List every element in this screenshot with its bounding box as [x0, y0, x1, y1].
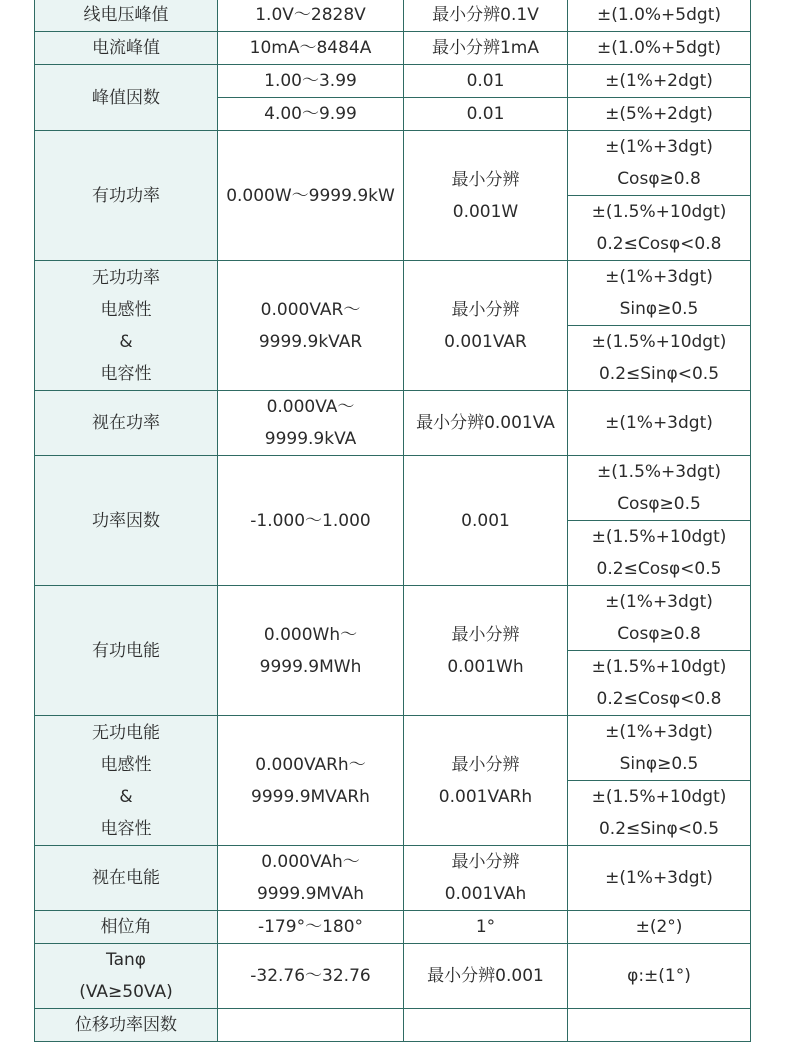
param-cell [35, 32, 218, 65]
accuracy-cell-line: ±(1.5%+10dgt) [591, 202, 727, 222]
accuracy-cell-line: ±(1.5%+10dgt) [591, 657, 727, 677]
accuracy-cell [568, 261, 751, 326]
param-cell-line: 电感性 [100, 299, 152, 320]
range-cell [218, 1009, 404, 1042]
param-cell-line: 电感性 [100, 754, 152, 775]
accuracy-cell-line: ±(1.5%+10dgt) [591, 787, 727, 807]
range-cell [218, 944, 404, 1009]
param-cell [35, 586, 218, 716]
table-row [35, 131, 751, 196]
accuracy-cell-line: Sinφ≥0.5 [619, 299, 699, 319]
param-cell-line: 电流峰值 [92, 38, 160, 58]
accuracy-cell-line: ±(1.0%+5dgt) [596, 38, 721, 58]
accuracy-cell-line: 0.2≤Sinφ<0.5 [598, 364, 720, 384]
param-cell-line: 相位角 [100, 917, 152, 937]
resolution-cell [404, 456, 568, 586]
accuracy-cell-line: Sinφ≥0.5 [619, 754, 699, 774]
accuracy-cell [568, 1009, 751, 1042]
table-row [35, 65, 751, 98]
resolution-cell [404, 131, 568, 261]
param-cell-line: 功率因数 [92, 510, 160, 531]
resolution-cell [404, 911, 568, 944]
accuracy-cell-line: Cosφ≥0.5 [617, 494, 701, 514]
resolution-cell-line: 最小分辨 [451, 624, 520, 645]
range-cell [218, 716, 404, 846]
accuracy-cell-line: 0.2≤Cosφ<0.5 [596, 559, 722, 579]
range-cell-line: 0.000W～9999.9kW [226, 185, 395, 206]
param-cell [35, 944, 218, 1009]
param-cell-line: 线电压峰值 [83, 5, 169, 25]
accuracy-cell [568, 196, 751, 261]
accuracy-cell [568, 391, 751, 456]
resolution-cell [404, 944, 568, 1009]
accuracy-cell-line: ±(1%+2dgt) [605, 71, 713, 91]
resolution-cell [404, 98, 568, 131]
table-row [35, 716, 751, 781]
accuracy-cell-line: 0.2≤Sinφ<0.5 [598, 819, 720, 839]
param-cell-line: 视在电能 [92, 868, 160, 888]
resolution-cell [404, 65, 568, 98]
resolution-cell [404, 1009, 568, 1042]
param-cell [35, 261, 218, 391]
param-cell-line: 视在功率 [92, 413, 160, 433]
accuracy-cell [568, 716, 751, 781]
param-cell-line: & [119, 786, 133, 807]
param-cell [35, 911, 218, 944]
accuracy-cell [568, 32, 751, 65]
accuracy-cell-line: ±(1%+3dgt) [605, 137, 713, 157]
range-cell-line: 9999.9kVA [264, 429, 357, 449]
accuracy-cell-line: ±(1.5%+10dgt) [591, 332, 727, 352]
table-row [35, 0, 751, 32]
range-cell [218, 131, 404, 261]
param-cell [35, 0, 218, 32]
resolution-cell-line: 最小分辨0.1V [432, 5, 539, 25]
accuracy-cell-line: Cosφ≥0.8 [617, 169, 701, 189]
resolution-cell-line: 最小分辨 [451, 754, 520, 775]
resolution-cell-line: 1° [475, 917, 496, 937]
range-cell [218, 98, 404, 131]
range-cell [218, 0, 404, 32]
range-cell-line: 0.000Wh～ [263, 624, 358, 645]
param-cell-line: 电容性 [100, 363, 152, 384]
param-cell [35, 456, 218, 586]
range-cell [218, 846, 404, 911]
accuracy-cell [568, 586, 751, 651]
resolution-cell-line: 最小分辨 [451, 169, 520, 190]
table-row [35, 586, 751, 651]
table-row [35, 911, 751, 944]
param-cell-line: & [119, 331, 133, 352]
accuracy-cell [568, 911, 751, 944]
accuracy-cell-line: ±(1%+3dgt) [605, 722, 713, 742]
param-cell [35, 131, 218, 261]
range-cell [218, 65, 404, 98]
table-row [35, 944, 751, 1009]
accuracy-cell [568, 521, 751, 586]
range-cell [218, 586, 404, 716]
accuracy-cell [568, 456, 751, 521]
range-cell-line: 9999.9MVAh [256, 884, 365, 904]
accuracy-cell-line: 0.2≤Cosφ<0.8 [596, 689, 722, 709]
param-cell [35, 391, 218, 456]
range-cell-line: 9999.9MWh [259, 656, 362, 677]
accuracy-cell [568, 98, 751, 131]
accuracy-cell-line: ±(1%+3dgt) [605, 267, 713, 287]
table-row [35, 261, 751, 326]
table-row [35, 846, 751, 911]
range-cell-line: 0.000VAh～ [261, 852, 360, 872]
range-cell [218, 391, 404, 456]
resolution-cell-line: 最小分辨0.001 [427, 966, 544, 986]
resolution-cell-line: 0.001W [452, 201, 519, 222]
range-cell [218, 32, 404, 65]
accuracy-cell [568, 781, 751, 846]
resolution-cell-line: 0.001Wh [447, 656, 524, 677]
spec-table-body [35, 0, 751, 1042]
resolution-cell-line: 最小分辨0.001VA [416, 413, 555, 433]
accuracy-cell [568, 651, 751, 716]
accuracy-cell-line: 0.2≤Cosφ<0.8 [596, 234, 722, 254]
accuracy-cell-line: ±(1%+3dgt) [605, 413, 713, 433]
accuracy-cell-line: ±(1%+3dgt) [605, 592, 713, 612]
range-cell-line: 9999.9MVARh [251, 786, 370, 807]
resolution-cell [404, 0, 568, 32]
accuracy-cell-line: φ:±(1°) [627, 966, 691, 986]
table-row [35, 456, 751, 521]
param-cell-line: 无功电能 [92, 722, 160, 743]
table-row [35, 391, 751, 456]
resolution-cell-line: 0.001VAh [444, 884, 527, 904]
accuracy-cell-line [568, 1009, 750, 1041]
param-cell-line: 有功功率 [92, 185, 160, 206]
resolution-cell [404, 586, 568, 716]
accuracy-cell [568, 846, 751, 911]
table-row [35, 32, 751, 65]
range-cell-line: 4.00～9.99 [264, 104, 357, 124]
range-cell [218, 911, 404, 944]
accuracy-cell [568, 131, 751, 196]
range-cell [218, 456, 404, 586]
range-cell-line: 1.0V～2828V [255, 5, 366, 25]
resolution-cell-line [404, 1009, 567, 1041]
param-cell [35, 846, 218, 911]
param-cell-line: 无功功率 [92, 267, 160, 288]
range-cell-line: 0.000VAR～ [260, 299, 361, 320]
range-cell [218, 261, 404, 391]
accuracy-cell-line: ±(1.5%+10dgt) [591, 527, 727, 547]
accuracy-cell-line: ±(1%+3dgt) [605, 868, 713, 888]
param-cell-line: 位移功率因数 [75, 1015, 177, 1035]
range-cell-line: -32.76～32.76 [250, 966, 371, 986]
param-cell [35, 1009, 218, 1042]
accuracy-cell [568, 0, 751, 32]
resolution-cell-line: 0.01 [466, 104, 505, 124]
resolution-cell-line: 0.001VARh [438, 786, 533, 807]
range-cell-line: 0.000VA～ [266, 397, 355, 417]
range-cell-line: 0.000VARh～ [255, 754, 366, 775]
range-cell-line: 10mA～8484A [249, 38, 372, 58]
accuracy-cell-line: ±(2°) [635, 917, 683, 937]
param-cell-line: Tanφ [106, 950, 146, 970]
accuracy-cell [568, 326, 751, 391]
param-cell [35, 65, 218, 131]
param-cell-line: 有功电能 [92, 640, 160, 661]
accuracy-cell [568, 65, 751, 98]
resolution-cell-line: 0.001VAR [444, 331, 527, 352]
range-cell-line: 9999.9kVAR [258, 331, 363, 352]
param-cell-line: 峰值因数 [92, 87, 160, 108]
spec-table [34, 0, 751, 1042]
table-row [35, 1009, 751, 1042]
resolution-cell [404, 261, 568, 391]
resolution-cell [404, 716, 568, 846]
accuracy-cell-line: ±(1.0%+5dgt) [596, 5, 721, 25]
resolution-cell-line: 最小分辨1mA [431, 38, 539, 58]
accuracy-cell [568, 944, 751, 1009]
range-cell-line: -179°～180° [257, 917, 364, 937]
param-cell [35, 716, 218, 846]
param-cell-line: 电容性 [100, 818, 152, 839]
resolution-cell-line: 最小分辨 [451, 852, 520, 872]
resolution-cell-line: 0.001 [461, 510, 510, 531]
resolution-cell-line: 0.01 [466, 71, 505, 91]
accuracy-cell-line: ±(5%+2dgt) [605, 104, 713, 124]
range-cell-line: -1.000～1.000 [250, 510, 371, 531]
param-cell-line: (VA≥50VA) [79, 982, 173, 1002]
resolution-cell [404, 32, 568, 65]
accuracy-cell-line: Cosφ≥0.8 [617, 624, 701, 644]
resolution-cell-line: 最小分辨 [451, 299, 520, 320]
range-cell-line [218, 1009, 403, 1041]
range-cell-line: 1.00～3.99 [264, 71, 357, 91]
accuracy-cell-line: ±(1.5%+3dgt) [596, 462, 721, 482]
resolution-cell [404, 391, 568, 456]
resolution-cell [404, 846, 568, 911]
